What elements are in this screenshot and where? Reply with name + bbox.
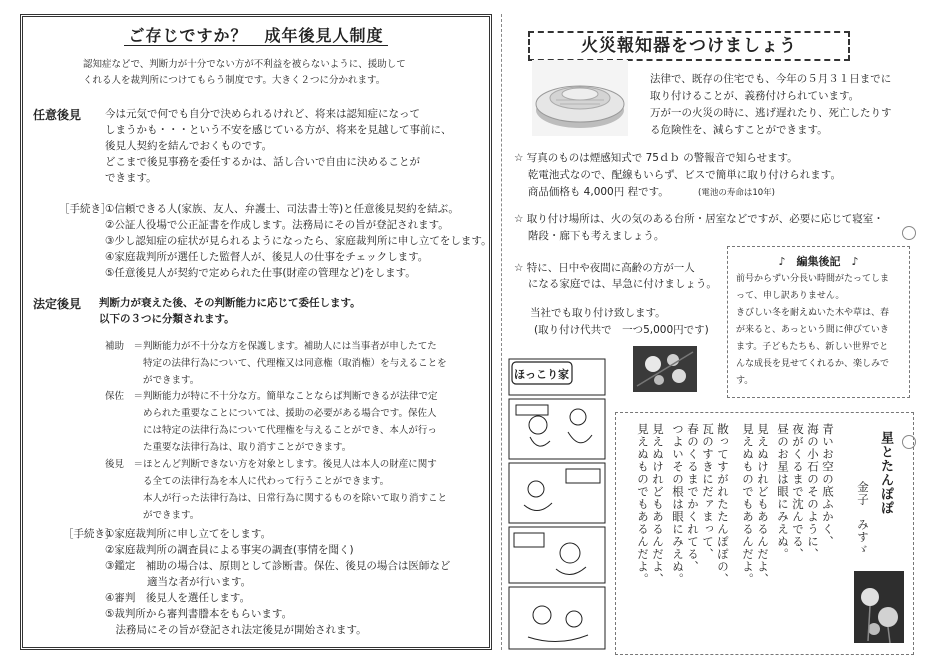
houtei-step: ④審判 後見人を選任します。 (105, 592, 251, 604)
fire-point: ☆ 写真のものは煙感知式で 75ｄｂ の警報音で知らせます。 (514, 152, 798, 164)
poem-line: つよいその根は眼にみえぬ。 (671, 423, 685, 586)
fire-intro-line: 法律で、既存の住宅でも、今年の５月３１日までに (650, 73, 892, 85)
poem-line: 春のくるまでかくれてる、 (686, 423, 700, 573)
editor-note-line: が来ると、あっという間に伸びていき (736, 325, 889, 335)
fire-point: になる家庭では、早急に付けましょう。 (514, 278, 717, 290)
nini-step: ④家庭裁判所が選任した監督人が、後見人の仕事をチェックします。 (105, 251, 429, 263)
poem-title: 星とたんぽぽ (878, 431, 893, 515)
dandelion-photo (854, 571, 904, 643)
houtei-line: 以下の３つに分類されます。 (99, 313, 235, 325)
seinen-kouken-article (20, 14, 492, 650)
nini-step: ①信頼できる人(家族、友人、弁護士、司法書士等)と任意後見契約を結ぶ。 (105, 203, 459, 215)
poem-line: 見えぬけれどもあるんだよ、 (651, 423, 665, 586)
nini-line: しまうかも・・・という不安を感じている方が、将来を見越して事前に、 (105, 124, 452, 136)
houtei-type-line: められた重要なことについては、援助の必要がある場合です。保佐人 (105, 408, 437, 419)
editor-note-line: 前号からずい分長い時間がたってしま (736, 274, 890, 284)
houtei-type-line: 保佐 ＝判断能力が特に不十分な方。簡単なことならば判断できるが法律で定 (105, 391, 438, 402)
poem-line: 見えぬものでもあるんだよ。 (636, 423, 650, 586)
houtei-step: ②家庭裁判所の調査員による事実の調査(事情を聞く) (105, 544, 354, 556)
article-title: ご存じですか？ 成年後見人制度 (23, 23, 489, 46)
houtei-step: ⑤裁判所から審判書謄本をもらいます。 (105, 608, 293, 620)
houtei-step: 適当な者が行います。 (105, 576, 252, 588)
comic-title: ほっこり家 (514, 368, 569, 381)
nini-line: 後見人契約を結んでおくものです。 (105, 140, 273, 152)
houtei-step: ③鑑定 補助の場合は、原則として診断書。保佐、後見の場合は医師など (105, 560, 451, 572)
poem-line: 海の小石のそのように、 (806, 423, 820, 561)
houtei-type-line: 特定の法律行為について、代理権又は同意権（取消権）を与えることを (105, 358, 447, 369)
nini-line: どこまで後見事務を委任するかは、話し合いで自由に決めることが (105, 156, 420, 168)
houtei-type-line: ができます。 (105, 510, 200, 521)
column-divider (501, 14, 502, 650)
flower-photo (633, 346, 697, 392)
poem-line: 昼のお星は眼にみえぬ。 (776, 423, 790, 561)
poem-line: 夜がくるまで沈んでる、 (791, 423, 805, 561)
editor-note-line: す。 (736, 376, 754, 386)
houtei-step: ①家庭裁判所に申し立てをします。 (105, 528, 272, 540)
houtei-type-line: には特定の法律行為について代理権を与えることができ、本人が行っ (105, 425, 437, 436)
fire-intro-line: る危険性を、減らすことができます。 (650, 124, 828, 136)
company-note: 当社でも取り付け致します。 (530, 307, 666, 319)
intro-line: くれる人を裁判所につけてもらう制度です。大きく２つに分かれます。 (83, 75, 386, 86)
editor-note-line: って、申し訳ありません。 (736, 291, 845, 301)
houtei-type-line: た重要な法律行為は、取り消すことができます。 (105, 442, 352, 453)
fire-point: ☆ 特に、日中や夜間に高齢の方が一人 (514, 262, 695, 274)
nini-step: ②公証人役場で公正証書を作成します。法務局にその旨が登記されます。 (105, 219, 449, 231)
poem-line: 散ってすがれたたんぽぽの、 (716, 423, 730, 586)
editor-note-box (727, 246, 910, 398)
poem-line: 見えぬものでもあるんだよ。 (741, 423, 755, 586)
fire-alarm-title: 火災報知器をつけましょう (528, 31, 850, 61)
houtei-type-line: 補助 ＝判断能力が不十分な方を保護します。補助人には当事者が申したてた (105, 341, 437, 352)
poem-line: 瓦のすきにだァまって、 (701, 423, 715, 561)
procedure-label: ［手続き］ (63, 528, 116, 540)
battery-note: (電池の寿命は10年) (698, 188, 775, 198)
fire-point: ☆ 取り付け場所は、火の気のある台所・居室などですが、必要に応じて寝室・ (514, 213, 884, 225)
nini-heading: 任意後見 (33, 108, 82, 122)
nini-step: ⑤任意後見人が契約で定められた仕事(財産の管理など)をします。 (105, 267, 416, 279)
nini-line: できます。 (105, 172, 157, 184)
poem-box (615, 412, 914, 655)
houtei-step: 法務局にその旨が登記され法定後見が開始されます。 (105, 624, 367, 636)
punch-hole (902, 226, 916, 240)
poem-line: 見えぬけれどもあるんだよ、 (756, 423, 770, 586)
fire-point: 商品価格も 4,000円 程です。 (514, 186, 669, 198)
company-note: (取り付け代共で 一つ5,000円です) (534, 324, 709, 336)
nini-step: ③少し認知症の症状が見られるようになったら、家庭裁判所に申し立てをします。 (105, 235, 492, 247)
houtei-line: 判断力が衰えた後、その判断能力に応じて委任します。 (99, 297, 361, 309)
comic-strip (508, 357, 608, 653)
procedure-label: ［手続き］ (59, 203, 112, 215)
editor-note-line: きびしい冬を耐えぬいた木や草は、春 (736, 308, 890, 318)
editor-note-line: んな成長を見せてくれるか、楽しみで (736, 359, 890, 369)
poem-author: 金子 みすゞ (856, 481, 870, 556)
editor-note-title: ♪ 編集後記 ♪ (778, 255, 859, 268)
nini-line: 今は元気で何でも自分で決められるけれど、将来は認知症になって (105, 108, 420, 120)
intro-line: 認知症などで、判断力が十分でない方が不利益を被らないように、援助して (83, 59, 406, 70)
poem-line: 青いお空の底ふかく、 (821, 423, 835, 548)
fire-intro-line: 万が一の火災の時に、逃げ遅れたり、死亡したりす (650, 107, 892, 119)
houtei-type-line: 本人が行った法律行為は、日常行為に関するものを除いて取り消すこと (105, 493, 448, 504)
fire-point: 乾電池式なので、配線もいらず、ビスで簡単に取り付けられます。 (514, 169, 841, 181)
editor-note-line: ます。子どもたちも、新しい世界でと (736, 342, 889, 352)
fire-intro-line: 取り付けることが、義務付けられています。 (650, 90, 860, 102)
houtei-type-line: ができます。 (105, 375, 200, 386)
houtei-heading: 法定後見 (33, 297, 82, 311)
fire-point: 階段・廊下も考えましょう。 (514, 230, 665, 242)
houtei-type-line: 後見 ＝ほとんど判断できない方を対象とします。後見人は本人の財産に関す (105, 459, 437, 470)
houtei-type-line: る全ての法律行為を本人に代わって行うことができます。 (105, 476, 390, 487)
smoke-detector-photo (532, 60, 628, 136)
